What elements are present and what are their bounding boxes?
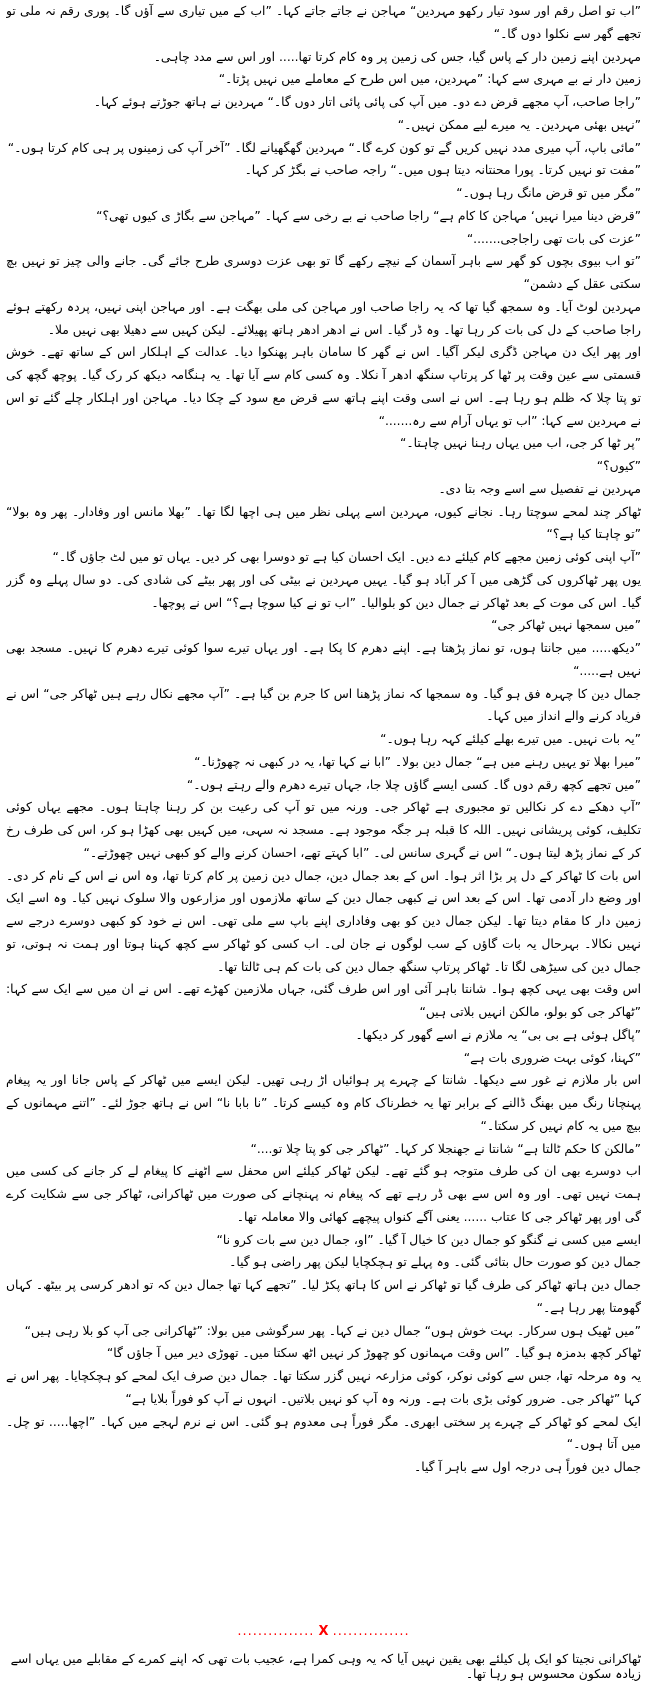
separator-dots-left: ............... — [237, 1624, 315, 1639]
story-paragraph: ”آپ دھکے دے کر نکالیں تو مجبوری ہے ٹھاکر جی۔ ورنہ میں تو آپ کی رعیت بن کر رہنا چاہتا ہوں۔ مجھے یہاں کوئی تکلیف، کوئی پریشانی نہیں۔ اللہ کا قبلہ ہر جگہ موجود ہے۔ مسجد نہ سہی، میں کہیں بھی کھڑا ہو کر، اس کی طرف رخ کر کے نماز پڑھ لیتا ہوں۔“ اس نے گہری سانس لی۔ ”ابا کہتے تھے، احسان کرنے والے کو کبھی نہیں چھوڑتے۔“ — [6, 800, 641, 860]
story-paragraph: ”تو اب بیوی بچوں کو گھر سے باہر آسمان کے نیچے رکھے گا تو بھی عزت دوسری طرح جائے گی۔ جانے والی چیز تو نہیں بچ سکتی عقل کے دشمن“ — [6, 254, 641, 291]
story-paragraph: زمین دار نے بے مہری سے کہا: ”مہردین، میں اس طرح کے معاملے میں نہیں پڑتا۔“ — [218, 72, 641, 87]
story-paragraph: ”پر ٹھا کر جی، اب میں یہاں رہنا نہیں چاہتا۔“ — [400, 436, 641, 451]
story-paragraph: جمال دین فوراً ہی درجہ اول سے باہر آ گیا۔ — [414, 1460, 641, 1474]
story-paragraph: ”کیوں؟“ — [596, 459, 641, 473]
story-paragraph: ایسے میں کسی نے گنگو کو جمال دین کا خیال آ گیا۔ ”او، جمال دین سے بات کرو نا“ — [216, 1232, 641, 1247]
story-paragraph: ”پاگل ہوئی ہے بی بی“ یہ ملازم نے اسے گھور کر دیکھا۔ — [355, 1027, 641, 1042]
story-paragraph: ”دیکھ..... میں جانتا ہوں، تو نماز پڑھتا ہے۔ اپنے دھرم کا پکا ہے۔ اور یہاں تیرے سوا کوئی تیرے دھرم کا نہیں۔ مسجد بھی نہیں ہے.....“ — [6, 641, 641, 678]
story-paragraph: جمال دین کو صورت حال بتائی گئی۔ وہ پہلے تو ہچکچایا لیکن پھر راضی ہو گیا۔ — [229, 1255, 641, 1270]
story-paragraph: ”اب تو اصل رقم اور سود تیار رکھو مہردین“ مہاجن نے جاتے جاتے کہا۔ ”اب کے میں تیاری سے آؤں گا۔ پوری رقم نہ ملی تو تجھے گھر سے نکلوا دوں گا۔“ — [6, 4, 641, 41]
story-paragraph: اس وقت بھی یہی کچھ ہوا۔ شانتا باہر آئی اور اس طرف گئی، جہاں ملازمین کھڑے تھے۔ اس نے ان میں سے ایک سے کہا: ”ٹھاکر جی کو بولو، مالکن انہیں بلاتی ہیں“ — [6, 982, 641, 1019]
next-section-opening-text: ٹھاکرانی نجیتا کو ایک پل کیلئے بھی یقین نہیں آیا کہ یہ وہی کمرا ہے، عجیب بات تھی کہ اپنے کمرے کے مقابلے میں یہاں اسے زیادہ سکون محسوس ہو رہا تھا۔ — [10, 1652, 641, 1681]
story-paragraph: ایک لمحے کو ٹھاکر کے چہرے پر سختی ابھری۔ مگر فوراً ہی معدوم ہو گئی۔ اس نے نرم لہجے میں کہا۔ ”اچھا..... تو چل۔ میں آتا ہوں۔“ — [6, 1414, 641, 1452]
separator-x-mark: X — [318, 1624, 329, 1639]
separator-dots-right: ............... — [332, 1624, 410, 1639]
story-paragraph: ”مائی باپ، آپ میری مدد نہیں کریں گے تو کون کرے گا۔“ مہردین گھگھیانے لگا۔ ”آخر آپ کی زمینوں پر ہی کام کرتا ہوں۔“ — [7, 140, 641, 155]
story-paragraph: اور پھر ایک دن مہاجن ڈگری لیکر آگیا۔ اس نے گھر کا سامان باہر پھنکوا دیا۔ عدالت کے اہلکار اس کے ساتھ تھے۔ خوش قسمتی سے عین وقت پر ٹھا کر پرتاپ سنگھ ادھر آ نکلا۔ وہ کسی کام سے آیا تھا۔ یہ ہنگامہ دیکھ کر رک گیا۔ پوچھ گچھ کی تو پتا چلا کہ ظلم ہو رہا ہے۔ اس نے اسی وقت اپنے ہاتھ سے قرض مع سود کے چکا دیا۔ مہاجن اور اہلکار چلے گئے تو اس نے مہردین سے کہا: ”اب تو یہاں آرام سے رہ.......“ — [6, 345, 641, 428]
story-paragraph: ”یہ بات نہیں۔ میں تیرے بھلے کیلئے کہہ رہا ہوں۔“ — [380, 732, 641, 746]
story-paragraph: ”قرض دینا میرا نہیں‘ مہاجن کا کام ہے“ راجا صاحب نے بے رخی سے کہا۔ ”مہاجن سے بگاڑ ی کیوں تھی؟“ — [96, 208, 641, 223]
story-paragraph: مہردین لوٹ آیا۔ وہ سمجھ گیا تھا کہ یہ راجا صاحب اور مہاجن کی ملی بھگت ہے۔ اور مہاجن اپنی نہیں، پردہ رکھتے ہوئے راجا صاحب کے دل کی بات کر رہا تھا۔ وہ ڈر گیا۔ اس نے ادھر ادھر ہاتھ پھیلائے۔ لیکن کہیں سے دھیلا بھی نہیں ملا۔ — [6, 299, 641, 337]
story-paragraph: یہ وہ مرحلہ تھا، جس سے کوئی نوکر، کوئی مزارعہ نہیں گزر سکتا تھا۔ جمال دین صرف ایک لمحے کو ہچکچایا۔ پھر اس نے کہا ”ٹھاکر جی۔ ضرور کوئی بڑی بات ہے۔ ورنہ وہ آپ کو نہیں بلاتیں۔ انہوں نے آپ کو فوراً بلایا ہے“ — [6, 1369, 641, 1406]
story-paragraph: ٹھاکر چند لمحے سوچتا رہا۔ نجانے کیوں، مہردین اسے پہلی نظر میں ہی اچھا لگا تھا۔ ”بھلا مانس اور وفادار۔ پھر وہ بولا“ ”تو چاہتا کیا ہے؟“ — [6, 504, 641, 542]
story-paragraph: ”راجا صاحب، آپ مجھے قرض دے دو۔ میں آپ کی پائی پائی اتار دوں گا۔“ مہردین نے ہاتھ جوڑتے ہوئے کہا۔ — [93, 95, 641, 109]
story-paragraph: ”مالکن کا حکم ٹالتا ہے“ شانتا نے جھنجلا کر کہا۔ ”ٹھاکر جی کو پتا چلا تو....“ — [250, 1141, 641, 1156]
story-paragraph: اب دوسرے بھی ان کی طرف متوجہ ہو گئے تھے۔ لیکن ٹھاکر کیلئے اس محفل سے اٹھنے کا پیغام لے کر جانے کی کسی میں ہمت نہیں تھی۔ اور وہ اس سے بھی ڈر رہے تھے کہ پیغام نہ پہنچانے کی صورت میں ٹھاکرانی، ٹھاکر جی سے شکایت کرے گی اور پھر ٹھاکر جی کا عتاب ...... یعنی آگے کنواں پیچھے کھائی والا معاملہ تھا۔ — [6, 1164, 641, 1224]
story-paragraph: ”مفت تو نہیں کرتا۔ پورا محنتانہ دیتا ہوں میں۔“ راجہ صاحب نے بگڑ کر کہا۔ — [244, 163, 641, 178]
story-paragraph: ”آپ اپنی کوئی زمین مجھے کام کیلئے دے دیں۔ ایک احسان کیا ہے تو دوسرا بھی کر دیں۔ یہاں تو میں لٹ جاؤں گا۔“ — [52, 550, 641, 564]
story-paragraph: ”کہنا، کوئی بہت ضروری بات ہے“ — [463, 1050, 641, 1065]
story-paragraph: اس بار ملازم نے غور سے دیکھا۔ شانتا کے چہرے پر ہوائیاں اڑ رہی تھیں۔ لیکن ایسے میں ٹھاکر کے پاس جانا اور یہ پیغام پہنچانا رنگ میں بھنگ ڈالنے کے برابر تھا یہ خطرناک کام وہ کیسے کرتا۔ ”نا بابا نا“ اس نے ہاتھ جوڑ لئے۔ ”اتنے مہمانوں کے بیچ میں یہ کام نہیں کر سکتا۔“ — [6, 1073, 641, 1133]
story-paragraph: ”عزت کی بات تھی راجاجی.......“ — [466, 231, 641, 246]
story-paragraph: ٹھاکر کچھ بدمزہ ہو گیا۔ ”اس وقت مہمانوں کو چھوڑ کر نہیں اٹھ سکتا میں۔ تھوڑی دیر میں آ جاؤں گا“ — [106, 1346, 641, 1361]
story-paragraph: ”مگر میں تو قرض مانگ رہا ہوں۔“ — [456, 186, 641, 200]
story-paragraph: جمال دین ہاتھ ٹھاکر کی طرف گیا تو ٹھاکر نے اس کا ہاتھ پکڑ لیا۔ ”تجھے کہا تھا جمال دین کہ تو ادھر کرسی پر بیٹھ۔ کہاں گھومتا پھر رہا ہے۔“ — [6, 1278, 641, 1315]
story-paragraph: مہردین نے تفصیل سے اسے وجہ بتا دی۔ — [438, 481, 641, 496]
story-paragraph: ”میں ٹھیک ہوں سرکار۔ بہت خوش ہوں“ جمال دین نے کہا۔ پھر سرگوشی میں بولا: ”ٹھاکرانی جی آپ کو بلا رہی ہیں“ — [24, 1323, 641, 1338]
story-paragraph: ”میں تجھے کچھ رقم دوں گا۔ کسی ایسے گاؤں چلا جا، جہاں تیرے دھرم والے رہتے ہوں۔“ — [186, 777, 641, 792]
section-separator — [0, 1622, 647, 1642]
story-paragraph: ”میرا بھلا تو یہیں رہنے میں ہے“ جمال دین بولا۔ ”ابا نے کہا تھا، یہ در کبھی نہ چھوڑنا۔“ — [194, 754, 641, 769]
story-text-column — [6, 0, 641, 1596]
story-paragraph: جمال دین کا چہرہ فق ہو گیا۔ وہ سمجھا کہ نماز پڑھنا اس کا جرم بن گیا ہے۔ ”آپ مجھے نکال رہے ہیں ٹھاکر جی“ اس نے فریاد کرنے والے انداز میں کہا۔ — [6, 686, 641, 724]
story-paragraph: یوں پھر ٹھاکروں کی گڑھی میں آ کر آباد ہو گیا۔ یہیں مہردین نے بیٹی کی اور پھر بیٹے کی شادی کی۔ دو سال پہلے وہ گزر گیا۔ اس کی موت کے بعد ٹھاکر نے جمال دین کو بلوالیا۔ ”اب تو نے کیا سوچا ہے؟“ اس نے پوچھا۔ — [6, 572, 641, 610]
story-paragraph: ”میں سمجھا نہیں ٹھاکر جی“ — [491, 618, 641, 633]
story-paragraph: اس بات کا ٹھاکر کے دل پر بڑا اثر ہوا۔ اس کے بعد جمال دین، جمال دین زمین پر کام کرتا تھا، وہ اس نے اس کے نام کر دی۔ اور وضع دار آدمی تھا۔ اس کے بعد اس نے کبھی جمال دین کے ساتھ ملازموں اور مزارعوں والا سلوک نہیں کیا۔ وہ اسے ایک زمین دار کا مقام دیتا تھا۔ لیکن جمال دین کو بھی وفاداری اپنے باپ سے ملی تھی۔ اس نے خود کو کبھی دوسرے درجے سے نہیں نکالا۔ بہرحال یہ بات گاؤں کے سب لوگوں نے جان لی۔ اب کسی کو ٹھاکر سے کچھ کہنا ہوتا اور ہمت نہ ہوتی، تو جمال دین کی سیڑھی لگا تا۔ ٹھاکر پرتاپ سنگھ جمال دین کی بات کم ہی ٹالتا تھا۔ — [6, 868, 641, 974]
story-paragraph: مہردین اپنے زمین دار کے پاس گیا، جس کی زمین پر وہ کام کرتا تھا..... اور اس سے مدد چاہی۔ — [153, 49, 641, 64]
story-paragraph: ”نہیں بھئی مہردین۔ یہ میرے لیے ممکن نہیں۔“ — [397, 117, 641, 132]
